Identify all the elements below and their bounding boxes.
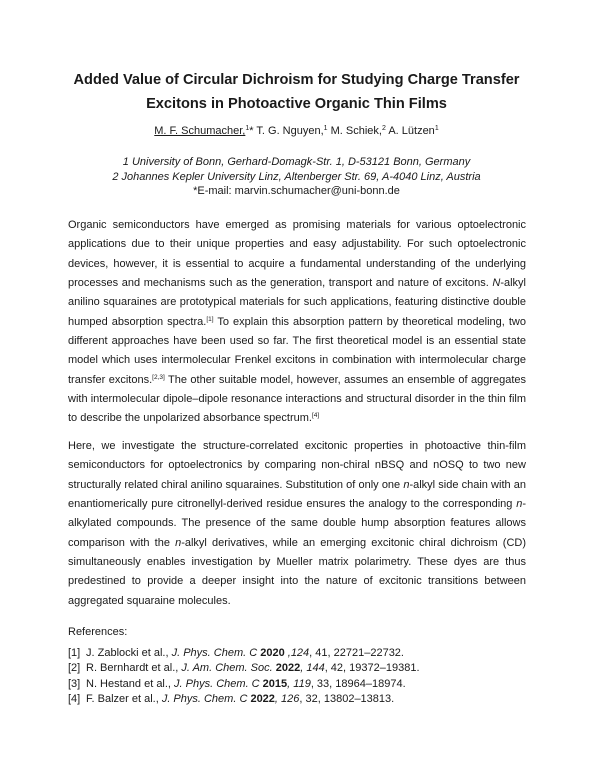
reference-authors: J. Zablocki et al., (86, 647, 172, 659)
author-affiliation-mark: 1 (245, 125, 250, 132)
reference-number: [3] (68, 677, 81, 690)
reference-number: [4] (68, 692, 81, 705)
author-name: * T. G. Nguyen, (249, 125, 324, 137)
reference-authors: R. Bernhardt et al., (86, 662, 182, 675)
reference-pages: , 41, 22721–22732. (309, 647, 404, 659)
reference-pages: , 42, 19372–19381. (324, 662, 420, 675)
reference-year: 2022 (247, 692, 275, 705)
reference-item (68, 692, 538, 707)
body-text: -alkyl derivatives, while an emerging excitonic chiral dichroism (CD) simultaneously enables investigation by Mueller matrix polarimetry. These dyes are thus predestined to provide a deeper insight into the nature of excitonic transitions between aggregated squaraine molecules. (68, 536, 526, 607)
reference-number: [2] (68, 662, 81, 675)
contact-email: *E-mail: marvin.schumacher@uni-bonn.de (193, 185, 400, 197)
italic-text: n (403, 478, 410, 491)
reference-year: 2015 (259, 677, 288, 690)
reference-journal: J. Am. Chem. Soc. (181, 662, 273, 675)
title-line-1: Added Value of Circular Dichroism for Studying Charge Transfer (73, 72, 520, 88)
abstract-paragraph-1 (68, 216, 526, 429)
reference-year: 2020 (257, 647, 285, 659)
reference-volume: , 119 (287, 677, 311, 690)
author-affiliation-mark: 1 (434, 125, 439, 132)
reference-authors: N. Hestand et al., (86, 677, 175, 690)
citation: [2,3] (152, 373, 165, 381)
author-name: A. Lützen (385, 125, 435, 137)
reference-volume: ,124 (284, 647, 310, 659)
reference-pages: , 32, 13802–13813. (299, 692, 395, 705)
body-text: -alkylated compounds. The presence of the same double hump absorption features allows comparison with the (68, 498, 526, 549)
reference-journal: J. Phys. Chem. C (161, 692, 248, 705)
reference-volume: , 126 (274, 692, 300, 705)
citation: [1] (206, 315, 214, 323)
reference-item (68, 661, 538, 676)
reference-item (68, 677, 538, 692)
body-text: The other suitable model, however, assumes an ensemble of aggregates with intermolecular dipole–dipole resonance interactions and structural disorder in the thin film to describe the unpolarized absorbance spectrum. (68, 373, 527, 425)
author-name: M. Schiek, (327, 125, 382, 137)
italic-text: n (516, 498, 523, 511)
author-list (40, 124, 553, 138)
reference-list (68, 646, 538, 707)
citation: [4] (311, 412, 320, 420)
abstract-paragraph-2 (68, 437, 526, 611)
reference-year: 2022 (272, 662, 301, 675)
paper-title (40, 68, 553, 116)
references-heading: References: (68, 626, 128, 638)
reference-volume: , 144 (300, 662, 325, 675)
affiliations (40, 155, 553, 199)
reference-item (68, 646, 538, 661)
reference-pages: , 33, 18964–18974. (310, 677, 406, 690)
affiliation-1: 1 University of Bonn, Gerhard-Domagk-Str. 1, D-53121 Bonn, Germany (122, 156, 471, 168)
body-text: -alkyl side chain with an enantiomerically pure citronellyl-derived residue ensures the analogy to the corresponding (68, 478, 526, 511)
reference-journal: J. Phys. Chem. C (174, 677, 260, 690)
body-text: Here, we investigate the structure-correlated excitonic properties in photoactive thin-film semiconductors for optoelectronics by comparing non-chiral nBSQ and nOSQ to two new structurally related chiral anilino squaraines. Substitution of only one (68, 440, 526, 491)
body-text: To explain this absorption pattern by theoretical modeling, two different approaches have been used so far. The first theoretical model is an essential state model which uses intermolecular Frenkel excitons in combination with intermolecular charge transfer excitons. (68, 315, 526, 386)
affiliation-2: 2 Johannes Kepler University Linz, Altenberger Str. 69, A-4040 Linz, Austria (112, 170, 481, 183)
corresponding-author: M. F. Schumacher, (154, 125, 246, 137)
title-line-2: Excitons in Photoactive Organic Thin Films (146, 96, 447, 112)
author-affiliation-mark: 1 (323, 125, 328, 132)
reference-journal: J. Phys. Chem. C (171, 647, 258, 659)
author-affiliation-mark: 2 (381, 125, 386, 132)
reference-number: [1] (68, 647, 81, 659)
italic-text: N (492, 277, 501, 290)
body-text: Organic semiconductors have emerged as promising materials for various optoelectronic applications due to their unique properties and easy adjustability. For such optoelectronic devices, however, it is essential to acquire a fundamental understanding of the underlying processes and mechanisms such as the generation, transport and nature of excitons. (68, 219, 526, 290)
reference-authors: F. Balzer et al., (86, 692, 162, 705)
body-text: -alkyl anilino squaraines are prototypical materials for such applications, featuring distinctive double humped absorption spectra. (68, 277, 526, 328)
italic-text: n (175, 536, 182, 549)
